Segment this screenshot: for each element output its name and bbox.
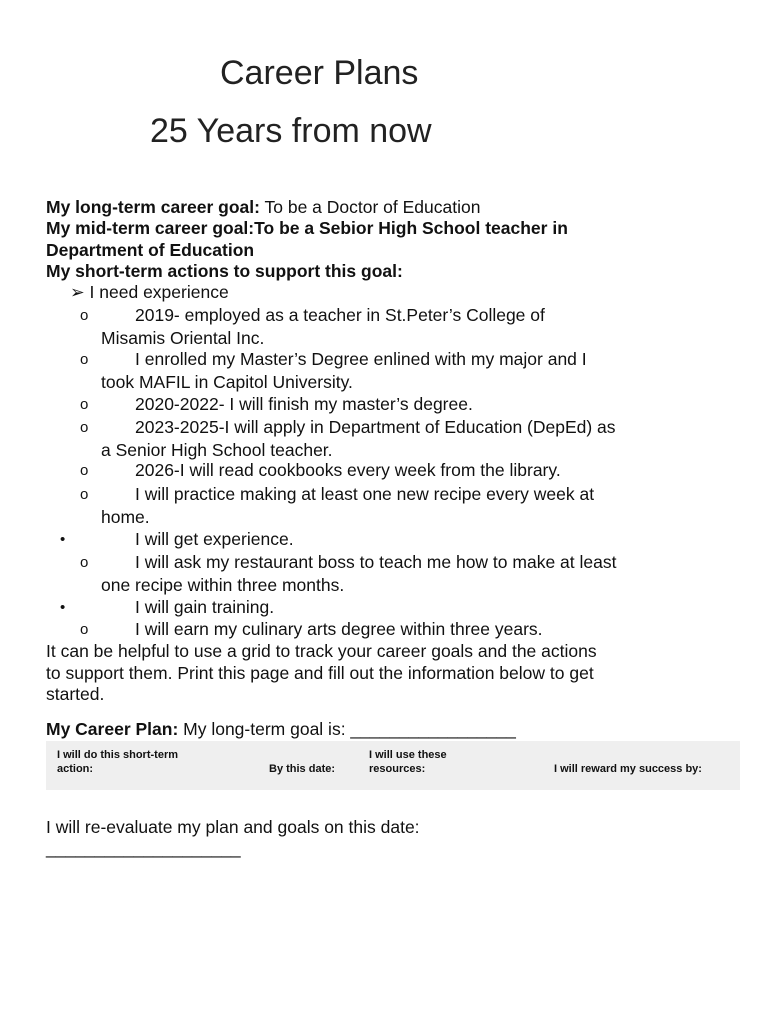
page-subtitle: 25 Years from now [150, 112, 432, 150]
list-item [101, 551, 616, 597]
bullet-circle-icon: o [80, 307, 89, 324]
arrow-bullet-icon: ➢ [70, 282, 85, 302]
list-item-line1: I enrolled my Master’s Degree enlined with my major and I [135, 349, 587, 369]
career-plan-text: My long-term goal is: _________________ [178, 719, 516, 739]
reevaluate-blank: ____________________ [46, 838, 241, 858]
intro-paragraph [46, 641, 597, 706]
list-item [101, 393, 473, 416]
grid-header-date: By this date: [269, 763, 336, 775]
list-item [101, 459, 561, 482]
grid-header-resources: I will use these resources: [369, 749, 447, 775]
grid-header-action: I will do this short-term action: [57, 749, 179, 775]
list-item [101, 528, 294, 551]
list-item-line1: 2020-2022- I will finish my master’s degree. [135, 394, 473, 414]
career-plan-label: My Career Plan: [46, 719, 179, 739]
list-item [101, 416, 616, 462]
bullet-circle-icon: o [80, 396, 89, 413]
list-item [101, 348, 587, 394]
mid-term-value-cont: Department of Education [46, 240, 255, 260]
long-term-value: To be a Doctor of Education [259, 197, 481, 217]
arrow-item [70, 282, 229, 303]
long-term-goal [46, 197, 480, 218]
bullet-circle-icon: o [80, 462, 89, 479]
career-plan-line [46, 719, 516, 740]
mid-term-value: To be a Sebior High School teacher in [254, 218, 568, 238]
bullet-dot-icon: • [60, 531, 66, 548]
bullet-circle-icon: o [80, 621, 89, 638]
plan-grid [46, 741, 740, 790]
list-item [101, 304, 545, 350]
list-item-line1: 2026-I will read cookbooks every week from the library. [135, 460, 561, 480]
list-item-line1: I will practice making at least one new recipe every week at [135, 484, 595, 504]
list-item-line2: a Senior High School teacher. [101, 440, 333, 460]
bullet-circle-icon: o [80, 351, 89, 368]
list-item-line2: home. [101, 507, 150, 527]
page-title: Career Plans [220, 54, 419, 92]
arrow-item-text: I need experience [89, 282, 229, 302]
mid-term-goal [46, 218, 568, 239]
reevaluate-text: I will re-evaluate my plan and goals on this date: [46, 817, 420, 837]
list-item-line2: took MAFIL in Capitol University. [101, 372, 353, 392]
bullet-circle-icon: o [80, 486, 89, 503]
list-item-line1: I will ask my restaurant boss to teach me how to make at least [135, 552, 617, 572]
list-item-line1: 2023-2025-I will apply in Department of Education (DepEd) as [135, 417, 616, 437]
mid-term-label: My mid-term career goal: [46, 218, 255, 238]
paragraph-line: started. [46, 684, 105, 704]
list-item-line2: Misamis Oriental Inc. [101, 328, 265, 348]
list-item [101, 483, 594, 529]
paragraph-line: to support them. Print this page and fill out the information below to get [46, 662, 594, 683]
list-item [101, 618, 543, 641]
list-item-line1: I will gain training. [135, 597, 275, 617]
short-term-label: My short-term actions to support this goal: [46, 261, 403, 281]
list-item-line1: I will earn my culinary arts degree within three years. [135, 619, 543, 639]
bullet-circle-icon: o [80, 419, 89, 436]
bullet-dot-icon: • [60, 599, 66, 616]
list-item [101, 596, 274, 619]
grid-header-reward: I will reward my success by: [554, 763, 702, 775]
list-item-line2: one recipe within three months. [101, 575, 345, 595]
list-item-line1: 2019- employed as a teacher in St.Peter’s College of [135, 305, 545, 325]
list-item-line1: I will get experience. [135, 529, 294, 549]
long-term-label: My long-term career goal: [46, 197, 260, 217]
bullet-circle-icon: o [80, 554, 89, 571]
paragraph-line: It can be helpful to use a grid to track your career goals and the actions [46, 641, 597, 661]
